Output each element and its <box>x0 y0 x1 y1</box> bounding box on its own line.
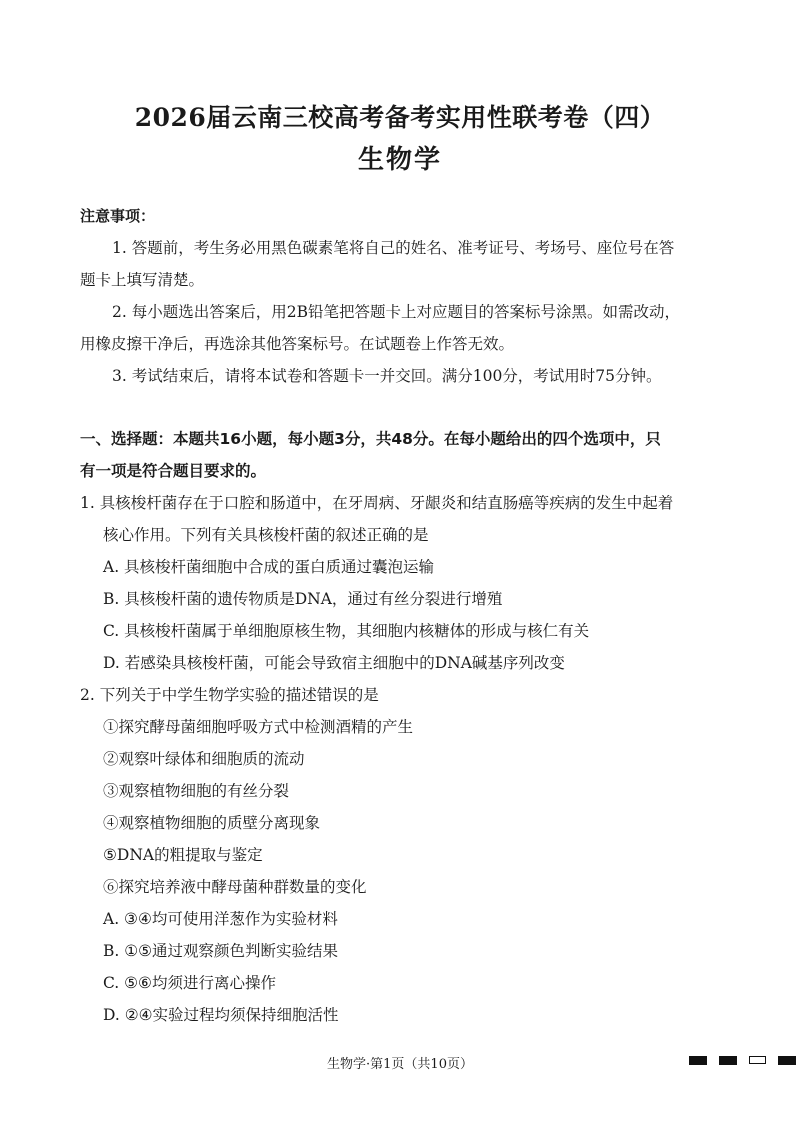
page-footer: 生物学·第1页（共10页） <box>327 1057 473 1072</box>
question-1-option-c: C. 具核梭杆菌属于单细胞原核生物，其细胞内核糖体的形成与核仁有关 <box>103 622 590 640</box>
question-1-option-a: A. 具核梭杆菌细胞中合成的蛋白质通过囊泡运输 <box>103 558 435 576</box>
section-heading: 一、选择题：本题共16小题，每小题3分，共48分。在每小题给出的四个选项中，只 <box>80 430 661 448</box>
notice-line: 1. 答题前，考生务必用黑色碳素笔将自己的姓名、准考证号、考场号、座位号在答 <box>112 239 675 257</box>
notice-line: 用橡皮擦干净后，再选涂其他答案标号。在试题卷上作答无效。 <box>80 335 515 353</box>
question-2-option-c: C. ⑤⑥均须进行离心操作 <box>103 974 276 992</box>
question-2-item: ②观察叶绿体和细胞质的流动 <box>103 750 305 768</box>
exam-title: 2026届云南三校高考备考实用性联考卷（四） <box>134 103 666 132</box>
question-1-option-b: B. 具核梭杆菌的遗传物质是DNA，通过有丝分裂进行增殖 <box>103 590 503 608</box>
notice-heading: 注意事项： <box>80 207 156 225</box>
question-2-item: ⑥探究培养液中酵母菌种群数量的变化 <box>103 878 367 896</box>
filled-square-icon <box>778 1056 796 1065</box>
question-2-option-d: D. ②④实验过程均须保持细胞活性 <box>103 1006 339 1024</box>
question-1-option-d: D. 若感染具核梭杆菌，可能会导致宿主细胞中的DNA碱基序列改变 <box>103 654 565 672</box>
notice-line: 题卡上填写清楚。 <box>80 271 205 289</box>
question-2-item: ⑤DNA的粗提取与鉴定 <box>103 846 263 864</box>
filled-square-icon <box>689 1056 707 1065</box>
question-1-stem: 1. 具核梭杆菌存在于口腔和肠道中，在牙周病、牙龈炎和结直肠癌等疾病的发生中起着 <box>80 494 674 512</box>
subject-title: 生物学 <box>357 145 442 175</box>
question-2-item: ④观察植物细胞的质壁分离现象 <box>103 814 321 832</box>
question-1-stem-cont: 核心作用。下列有关具核梭杆菌的叙述正确的是 <box>103 526 429 544</box>
question-2-item: ③观察植物细胞的有丝分裂 <box>103 782 290 800</box>
section-heading-cont: 有一项是符合题目要求的。 <box>80 462 267 480</box>
empty-square-icon <box>749 1056 766 1064</box>
notice-line: 2. 每小题选出答案后，用2B铅笔把答题卡上对应题目的答案标号涂黑。如需改动， <box>112 303 680 321</box>
filled-square-icon <box>719 1056 737 1065</box>
question-2-option-b: B. ①⑤通过观察颜色判断实验结果 <box>103 942 339 960</box>
notice-line: 3. 考试结束后，请将本试卷和答题卡一并交回。满分100分，考试用时75分钟。 <box>112 367 662 385</box>
page-marker <box>689 1056 796 1065</box>
question-2-option-a: A. ③④均可使用洋葱作为实验材料 <box>103 910 338 928</box>
question-2-item: ①探究酵母菌细胞呼吸方式中检测酒精的产生 <box>103 718 414 736</box>
question-2-stem: 2. 下列关于中学生物学实验的描述错误的是 <box>80 686 379 704</box>
